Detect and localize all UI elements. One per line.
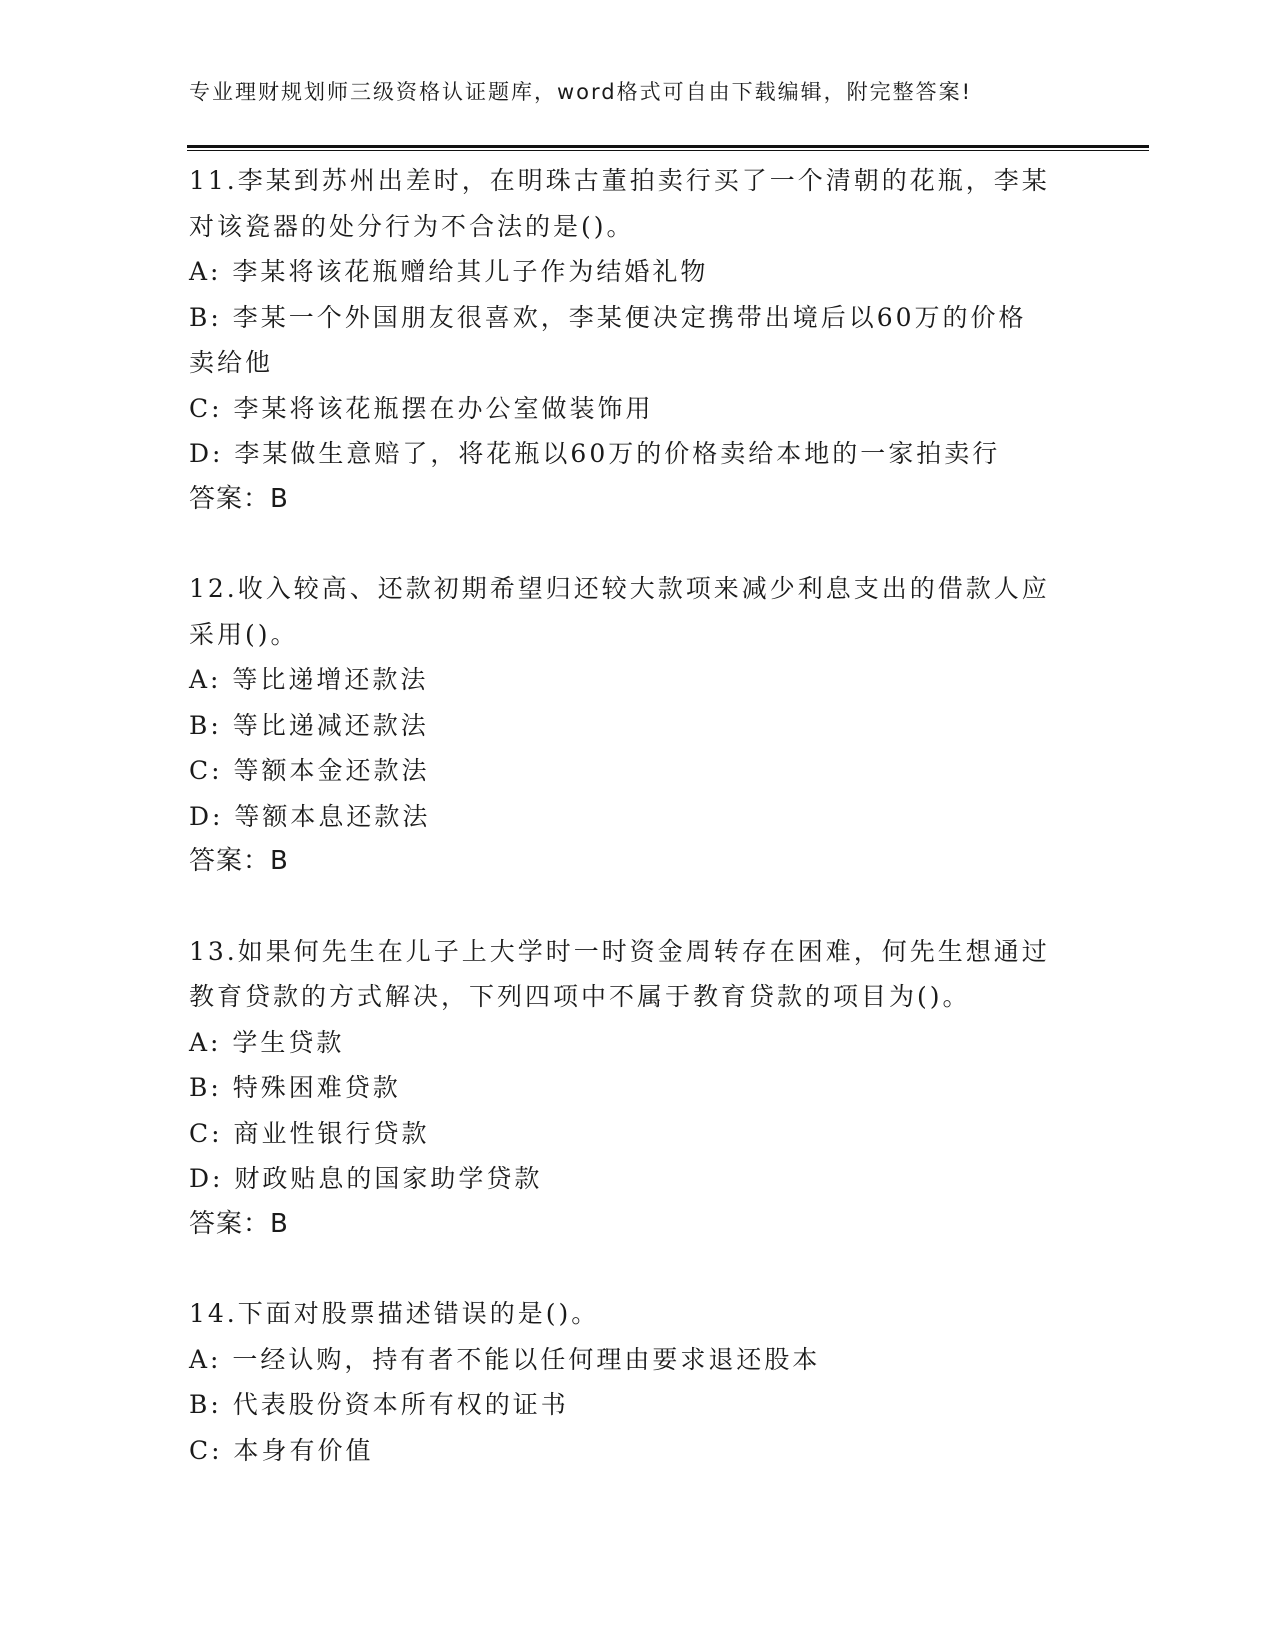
option-b-continued: 卖给他	[189, 348, 274, 377]
question-stem-line: 14.下面对股票描述错误的是()。	[189, 1299, 600, 1328]
option-a: A: 等比递增还款法	[189, 665, 429, 694]
answer-text: 答案：B	[189, 846, 289, 876]
answer-text: 答案：B	[189, 483, 289, 514]
option-a: A: 学生贷款	[189, 1027, 345, 1057]
option-d: D: 李某做生意赔了，将花瓶以60万的价格卖给本地的一家拍卖行	[189, 439, 1001, 468]
option-b: B: 李某一个外国朋友很喜欢，李某便决定携带出境后以60万的价格	[189, 302, 1027, 332]
question-stem-line: 13.如果何先生在儿子上大学时一时资金周转存在困难，何先生想通过	[189, 936, 1050, 966]
header-divider-thick	[187, 145, 1149, 148]
question-stem-line: 教育贷款的方式解决，下列四项中不属于教育贷款的项目为()。	[189, 982, 971, 1011]
option-b: B: 特殊困难贷款	[189, 1073, 401, 1102]
option-b: B: 代表股份资本所有权的证书	[189, 1390, 569, 1419]
question-13	[189, 929, 1089, 1248]
option-a: A: 李某将该花瓶赠给其儿子作为结婚礼物	[189, 257, 709, 286]
option-d: D: 财政贴息的国家助学贷款	[189, 1164, 543, 1193]
question-12	[189, 566, 1089, 885]
question-stem-line: 11.李某到苏州出差时，在明珠古董拍卖行买了一个清朝的花瓶，李某	[189, 166, 1050, 195]
question-stem-line: 12.收入较高、还款初期希望归还较大款项来减少利息支出的借款人应	[189, 574, 1050, 603]
option-a: A: 一经认购，持有者不能以任何理由要求退还股本	[189, 1344, 821, 1374]
option-c: C: 商业性银行贷款	[189, 1118, 430, 1148]
option-c: C: 本身有价值	[189, 1435, 374, 1465]
question-14	[189, 1291, 1089, 1473]
question-list	[189, 158, 1089, 1517]
page-header: 专业理财规划师三级资格认证题库，word格式可自由下载编辑，附完整答案!	[189, 80, 973, 104]
option-c: C: 李某将该花瓶摆在办公室做装饰用	[189, 393, 654, 423]
question-stem-line: 对该瓷器的处分行为不合法的是()。	[189, 211, 635, 241]
option-c: C: 等额本金还款法	[189, 756, 430, 785]
header-divider-thin	[187, 150, 1149, 151]
question-stem-line: 采用()。	[189, 619, 299, 649]
option-d: D: 等额本息还款法	[189, 801, 431, 831]
option-b: B: 等比递减还款法	[189, 710, 429, 740]
question-11	[189, 158, 1089, 522]
answer-text: 答案：B	[189, 1208, 289, 1239]
